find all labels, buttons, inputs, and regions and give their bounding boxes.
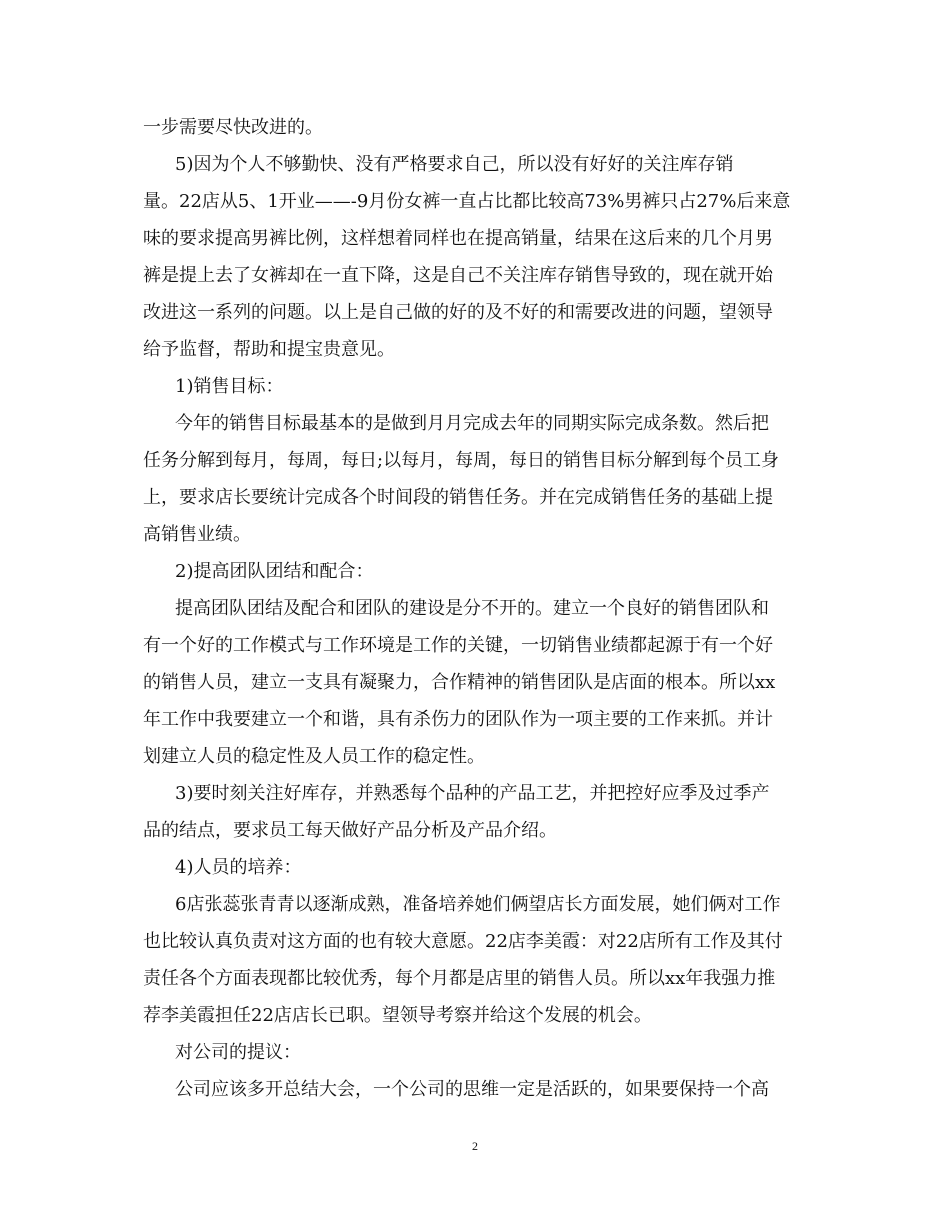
- text-line: 也比较认真负责对这方面的也有较大意愿。22店李美霞：对22店所有工作及其付: [143, 931, 783, 952]
- text-line: 5)因为个人不够勤快、没有严格要求自己，所以没有好好的关注库存销: [175, 154, 734, 175]
- section-heading: 4)人员的培养：: [175, 857, 302, 878]
- text-line: 公司应该多开总结大会，一个公司的思维一定是活跃的，如果要保持一个高: [175, 1079, 769, 1100]
- section-heading: 1)销售目标：: [175, 376, 284, 397]
- text-line: 量。22店从5、1开业——-9月份女裤一直占比都比较高73%男裤只占27%后来意: [143, 191, 791, 212]
- text-line: 荐李美霞担任22店店长已职。望领导考察并给这个发展的机会。: [143, 1005, 652, 1026]
- text-line: 任务分解到每月，每周，每日;以每月，每周，每日的销售目标分解到每个员工身: [143, 450, 780, 471]
- text-line: 有一个好的工作模式与工作环境是工作的关键，一切销售业绩都起源于有一个好: [143, 635, 773, 656]
- text-line: 改进这一系列的问题。以上是自己做的好的及不好的和需要改进的问题，望领导: [143, 302, 773, 323]
- text-line: 6店张蕊张青青以逐渐成熟，准备培养她们俩望店长方面发展，她们俩对工作: [175, 894, 781, 915]
- text-line: 提高团队团结及配合和团队的建设是分不开的。建立一个良好的销售团队和: [175, 598, 769, 619]
- text-line: 味的要求提高男裤比例，这样想着同样也在提高销量，结果在这后来的几个月男: [143, 228, 773, 249]
- text-line: 上，要求店长要统计完成各个时间段的销售任务。并在完成销售任务的基础上提: [143, 487, 773, 508]
- text-line: 的销售人员，建立一支具有凝聚力，合作精神的销售团队是店面的根本。所以xx: [143, 672, 776, 693]
- text-line: 给予监督，帮助和提宝贵意见。: [143, 339, 395, 360]
- page-number: 2: [472, 1139, 478, 1153]
- text-line: 3)要时刻关注好库存，并熟悉每个品种的产品工艺，并把控好应季及过季产: [175, 783, 770, 804]
- text-line: 年工作中我要建立一个和谐，具有杀伤力的团队作为一项主要的工作来抓。并计: [143, 709, 773, 730]
- text-line: 今年的销售目标最基本的是做到月月完成去年的同期实际完成条数。然后把: [175, 413, 769, 434]
- text-line: 高销售业绩。: [143, 524, 251, 545]
- text-line: 划建立人员的稳定性及人员工作的稳定性。: [143, 746, 485, 767]
- section-heading: 2)提高团队团结和配合：: [175, 561, 374, 582]
- section-heading: 对公司的提议：: [175, 1042, 301, 1063]
- text-line: 品的结点，要求员工每天做好产品分析及产品介绍。: [143, 820, 557, 841]
- text-line: 一步需要尽快改进的。: [143, 117, 323, 138]
- text-line: 裤是提上去了女裤却在一直下降，这是自己不关注库存销售导致的，现在就开始: [143, 265, 773, 286]
- text-line: 责任各个方面表现都比较优秀，每个月都是店里的销售人员。所以xx年我强力推: [143, 968, 776, 989]
